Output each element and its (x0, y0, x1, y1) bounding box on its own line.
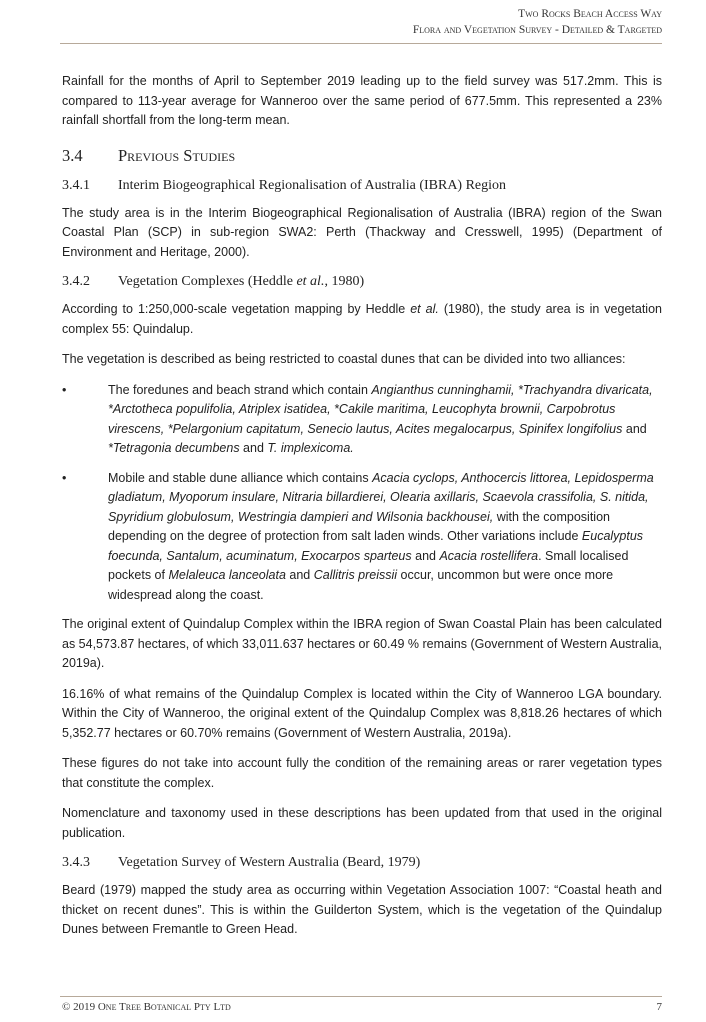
section-title: Previous Studies (118, 145, 236, 165)
text-run: (1980), the study area is in vegetation complex 55: Quindalup. (62, 302, 662, 336)
alliances-intro-paragraph: The vegetation is described as being restricted to coastal dunes that can be divided into two alliances: (62, 352, 626, 366)
species-italic: Acacia cyclops, Anthocercis littorea, Lepidosperma gladiatum, Myoporum insulare, Nitraria billardierei, Olearia axillaris, Scaevola crassifolia, S. nitida, Spyridium globulosum, Westringia dampieri and Wilsonia backhousei, (108, 470, 654, 524)
text-run: and (622, 421, 647, 436)
subsection-number: 3.4.2 (62, 274, 90, 289)
intro-paragraph: Rainfall for the months of April to September 2019 leading up to the field survey was 517.2mm. This is compared to 113-year average for Wanneroo over the same period of 677.5mm. This represented a 23% rainfall shortfall from the long-term mean. (62, 74, 662, 127)
species-italic: Melaleuca lanceolata (168, 568, 286, 582)
subsection-number: 3.4.1 (62, 177, 90, 193)
text-run: and (239, 441, 268, 455)
subsection-heading-3-4-1 (62, 178, 662, 194)
text-run: and (285, 568, 314, 582)
text-run: and (411, 548, 440, 563)
species-italic: Callitris preissii (313, 568, 398, 582)
header-divider (60, 43, 662, 44)
text-run: occur, uncommon but were once more widespread along the coast. (108, 568, 614, 602)
condition-paragraph: These figures do not take into account fully the condition of the remaining areas or rarer vegetation types that constitute the complex. (62, 756, 662, 790)
wanneroo-paragraph: 16.16% of what remains of the Quindalup Complex is located within the City of Wanneroo LGA boundary. Within the City of Wanneroo, the original extent of the Quindalup Complex was 8,818.26 hectares of which 5,352.77 hectares or 60.70% remains (Government of Western Australia, 2019a). (62, 686, 662, 740)
ibra-paragraph: The study area is in the Interim Biogeographical Regionalisation of Australia (IBRA) region of the Swan Coastal Plan (SCP) in sub-region SWA2: Perth (Thackway and Cresswell, 1995) (Department of Environment and Heritage, 2000). (62, 205, 662, 259)
species-italic: *Tetragonia decumbens (108, 441, 240, 455)
subsection-title: Interim Biogeographical Regionalisation of Australia (IBRA) Region (118, 177, 507, 193)
species-italic: Eucalyptus foecunda, Santalum, acuminatum, Exocarpos sparteus (108, 529, 644, 563)
header-line-2: Flora and Vegetation Survey - Detailed & Targeted (412, 24, 662, 36)
text-run: . Small localised pockets of (108, 548, 629, 582)
header-line-1: Two Rocks Beach Access Way (518, 8, 662, 20)
italic-run: et al. (410, 302, 439, 316)
text-run: The foredunes and beach strand which contain (108, 382, 372, 397)
extent-paragraph: The original extent of Quindalup Complex within the IBRA region of Swan Coastal Plain has been calculated as 54,573.87 hectares, of which 33,011.637 hectares or 60.49 % remains (Government of Western Australia, 2019a). (62, 617, 662, 670)
subsection-heading-3-4-2 (62, 274, 662, 290)
running-header (413, 6, 662, 38)
bullet-marker: • (62, 382, 67, 397)
footer-divider (60, 996, 662, 997)
text-run: with the composition depending on the degree of protection from salt laden winds. Other variations include (108, 509, 610, 543)
alliance-list (62, 381, 662, 606)
species-italic: Acacia rostellifera (439, 548, 539, 563)
nomenclature-paragraph: Nomenclature and taxonomy used in these descriptions has been updated from that used in the original publication. (62, 806, 662, 840)
text-run: According to 1:250,000-scale vegetation mapping by Heddle (62, 302, 411, 316)
heddle-paragraph (62, 300, 662, 339)
beard-paragraph: Beard (1979) mapped the study area as occurring within Vegetation Association 1007: “Coastal heath and thicket on recent dunes”. This is within the Guilderton System, which is the vegetation of the Quindalup Dunes between Fremantle to Green Head. (62, 883, 662, 936)
subsection-title-italic: et al. (296, 274, 325, 289)
page-number: 7 (656, 1001, 662, 1013)
subsection-number: 3.4.3 (62, 855, 90, 870)
list-item (62, 381, 662, 459)
subsection-title-post: , 1980) (324, 274, 365, 289)
subsection-heading-3-4-3 (62, 855, 662, 871)
list-item (62, 469, 662, 606)
page-body (62, 72, 662, 951)
section-number: 3.4 (62, 145, 83, 165)
subsection-title: Vegetation Survey of Western Australia (Beard, 1979) (118, 855, 421, 870)
section-heading-3-4 (62, 146, 662, 166)
species-italic: T. implexicoma. (267, 441, 354, 455)
text-run: Mobile and stable dune alliance which contains (108, 470, 373, 485)
subsection-title-pre: Vegetation Complexes (Heddle (118, 274, 297, 289)
bullet-marker: • (62, 470, 67, 485)
copyright-footer: © 2019 One Tree Botanical Pty Ltd (62, 1001, 231, 1013)
species-italic: Angianthus cunninghamii, *Trachyandra divaricata, *Arctotheca populifolia, Atriplex isatidea, *Cakile maritima, Leucophyta brownii, Carpobrotus virescens, *Pelargonium capitatum, Senecio lautus, Acites megalocarpus, Spinifex longifolius (108, 382, 653, 436)
